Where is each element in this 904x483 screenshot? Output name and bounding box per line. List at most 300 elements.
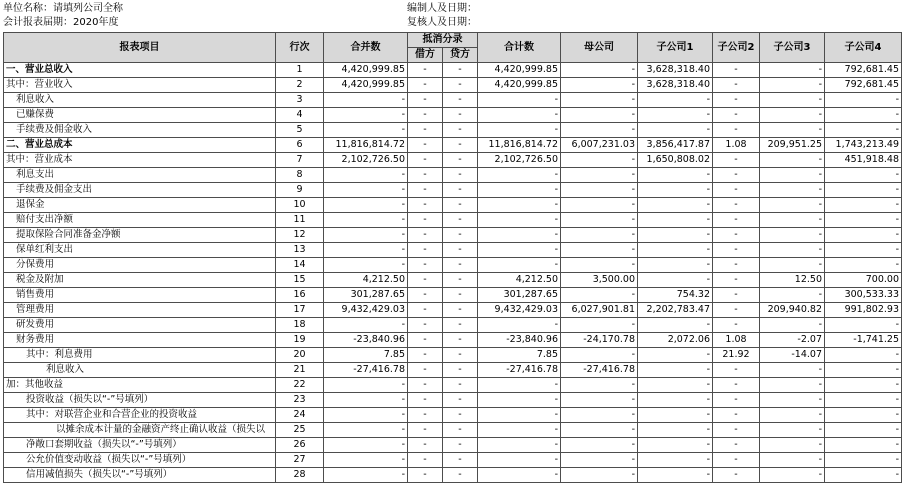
cell-line[interactable]: 9 xyxy=(276,183,324,198)
cell-sub3[interactable]: - xyxy=(760,93,825,108)
cell-sub1[interactable]: - xyxy=(638,438,713,453)
cell-sub1[interactable]: 2,202,783.47 xyxy=(638,303,713,318)
cell-consolidated[interactable]: - xyxy=(324,228,408,243)
cell-credit[interactable]: - xyxy=(443,228,478,243)
cell-sub3[interactable]: - xyxy=(760,468,825,483)
cell-sub3[interactable]: - xyxy=(760,228,825,243)
cell-sub4[interactable]: 451,918.48 xyxy=(825,153,902,168)
cell-item[interactable]: 手续费及佣金收入 xyxy=(4,123,276,138)
cell-sub4[interactable]: - xyxy=(825,423,902,438)
cell-item[interactable]: 税金及附加 xyxy=(4,273,276,288)
cell-credit[interactable]: - xyxy=(443,363,478,378)
cell-debit[interactable]: - xyxy=(408,333,443,348)
cell-consolidated[interactable]: 7.85 xyxy=(324,348,408,363)
cell-line[interactable]: 20 xyxy=(276,348,324,363)
cell-item[interactable]: 其中：营业成本 xyxy=(4,153,276,168)
cell-line[interactable]: 4 xyxy=(276,108,324,123)
cell-consolidated[interactable]: - xyxy=(324,183,408,198)
cell-sub3[interactable]: - xyxy=(760,198,825,213)
cell-sub3[interactable]: - xyxy=(760,123,825,138)
cell-debit[interactable]: - xyxy=(408,273,443,288)
cell-total[interactable]: 4,420,999.85 xyxy=(478,63,561,78)
cell-sub2[interactable]: - xyxy=(713,108,760,123)
cell-consolidated[interactable]: - xyxy=(324,318,408,333)
cell-parent[interactable]: - xyxy=(561,288,638,303)
cell-credit[interactable]: - xyxy=(443,393,478,408)
cell-debit[interactable]: - xyxy=(408,468,443,483)
cell-line[interactable]: 16 xyxy=(276,288,324,303)
cell-parent[interactable]: - xyxy=(561,78,638,93)
cell-line[interactable]: 21 xyxy=(276,363,324,378)
cell-sub4[interactable]: - xyxy=(825,378,902,393)
cell-item[interactable]: 加：其他收益 xyxy=(4,378,276,393)
cell-sub4[interactable]: - xyxy=(825,258,902,273)
cell-debit[interactable]: - xyxy=(408,153,443,168)
cell-sub2[interactable]: - xyxy=(713,453,760,468)
cell-parent[interactable]: - xyxy=(561,228,638,243)
cell-sub4[interactable]: 300,533.33 xyxy=(825,288,902,303)
cell-credit[interactable]: - xyxy=(443,423,478,438)
cell-debit[interactable]: - xyxy=(408,93,443,108)
cell-sub2[interactable]: - xyxy=(713,363,760,378)
cell-sub2[interactable]: - xyxy=(713,438,760,453)
cell-sub1[interactable]: - xyxy=(638,348,713,363)
cell-sub3[interactable]: - xyxy=(760,408,825,423)
cell-parent[interactable]: - xyxy=(561,348,638,363)
cell-total[interactable]: 11,816,814.72 xyxy=(478,138,561,153)
cell-sub2[interactable]: - xyxy=(713,213,760,228)
cell-sub1[interactable]: - xyxy=(638,318,713,333)
cell-credit[interactable]: - xyxy=(443,108,478,123)
cell-sub4[interactable]: - xyxy=(825,468,902,483)
cell-parent[interactable]: - xyxy=(561,198,638,213)
cell-credit[interactable]: - xyxy=(443,333,478,348)
cell-sub3[interactable]: - xyxy=(760,258,825,273)
cell-parent[interactable]: - xyxy=(561,468,638,483)
cell-item[interactable]: 其中：利息费用 xyxy=(4,348,276,363)
cell-sub2[interactable]: - xyxy=(713,228,760,243)
cell-total[interactable]: -27,416.78 xyxy=(478,363,561,378)
cell-credit[interactable]: - xyxy=(443,78,478,93)
cell-credit[interactable]: - xyxy=(443,123,478,138)
cell-sub3[interactable]: - xyxy=(760,393,825,408)
cell-sub3[interactable]: 12.50 xyxy=(760,273,825,288)
cell-sub4[interactable]: - xyxy=(825,393,902,408)
cell-consolidated[interactable]: 301,287.65 xyxy=(324,288,408,303)
cell-sub1[interactable]: 3,628,318.40 xyxy=(638,63,713,78)
cell-debit[interactable]: - xyxy=(408,183,443,198)
cell-parent[interactable]: - xyxy=(561,108,638,123)
cell-sub3[interactable]: - xyxy=(760,363,825,378)
cell-sub4[interactable]: - xyxy=(825,198,902,213)
cell-line[interactable]: 19 xyxy=(276,333,324,348)
cell-sub2[interactable]: 21.92 xyxy=(713,348,760,363)
cell-line[interactable]: 28 xyxy=(276,468,324,483)
cell-item[interactable]: 一、营业总收入 xyxy=(4,63,276,78)
cell-line[interactable]: 14 xyxy=(276,258,324,273)
cell-sub1[interactable]: - xyxy=(638,468,713,483)
cell-parent[interactable]: - xyxy=(561,393,638,408)
cell-line[interactable]: 1 xyxy=(276,63,324,78)
cell-item[interactable]: 其中：对联营企业和合营企业的投资收益 xyxy=(4,408,276,423)
cell-sub4[interactable]: - xyxy=(825,438,902,453)
cell-total[interactable]: - xyxy=(478,438,561,453)
cell-credit[interactable]: - xyxy=(443,258,478,273)
cell-parent[interactable]: - xyxy=(561,318,638,333)
cell-consolidated[interactable]: - xyxy=(324,168,408,183)
cell-total[interactable]: 7.85 xyxy=(478,348,561,363)
cell-total[interactable]: - xyxy=(478,198,561,213)
cell-parent[interactable]: - xyxy=(561,93,638,108)
cell-sub3[interactable]: - xyxy=(760,168,825,183)
cell-sub1[interactable]: - xyxy=(638,393,713,408)
cell-item[interactable]: 保单红利支出 xyxy=(4,243,276,258)
cell-total[interactable]: 4,420,999.85 xyxy=(478,78,561,93)
cell-total[interactable]: 9,432,429.03 xyxy=(478,303,561,318)
cell-debit[interactable]: - xyxy=(408,63,443,78)
cell-credit[interactable]: - xyxy=(443,453,478,468)
cell-credit[interactable]: - xyxy=(443,273,478,288)
cell-parent[interactable]: - xyxy=(561,183,638,198)
cell-sub2[interactable]: - xyxy=(713,123,760,138)
cell-consolidated[interactable]: - xyxy=(324,378,408,393)
cell-credit[interactable]: - xyxy=(443,63,478,78)
cell-parent[interactable]: - xyxy=(561,453,638,468)
cell-sub4[interactable]: - xyxy=(825,228,902,243)
cell-sub2[interactable]: - xyxy=(713,153,760,168)
cell-total[interactable]: - xyxy=(478,243,561,258)
cell-consolidated[interactable]: 4,212.50 xyxy=(324,273,408,288)
cell-sub1[interactable]: - xyxy=(638,168,713,183)
cell-item[interactable]: 信用减值损失（损失以“-”号填列） xyxy=(4,468,276,483)
cell-sub1[interactable]: - xyxy=(638,453,713,468)
cell-sub4[interactable]: -1,741.25 xyxy=(825,333,902,348)
cell-sub1[interactable]: - xyxy=(638,123,713,138)
cell-line[interactable]: 8 xyxy=(276,168,324,183)
cell-parent[interactable]: -27,416.78 xyxy=(561,363,638,378)
cell-total[interactable]: - xyxy=(478,168,561,183)
cell-item[interactable]: 销售费用 xyxy=(4,288,276,303)
cell-sub4[interactable]: - xyxy=(825,348,902,363)
cell-item[interactable]: 已赚保费 xyxy=(4,108,276,123)
cell-credit[interactable]: - xyxy=(443,183,478,198)
cell-item[interactable]: 赔付支出净额 xyxy=(4,213,276,228)
cell-parent[interactable]: - xyxy=(561,408,638,423)
cell-sub2[interactable]: - xyxy=(713,168,760,183)
cell-total[interactable]: - xyxy=(478,213,561,228)
cell-sub3[interactable]: - xyxy=(760,78,825,93)
cell-total[interactable]: - xyxy=(478,93,561,108)
cell-consolidated[interactable]: - xyxy=(324,453,408,468)
cell-line[interactable]: 26 xyxy=(276,438,324,453)
cell-sub3[interactable]: - xyxy=(760,288,825,303)
cell-sub2[interactable]: - xyxy=(713,288,760,303)
cell-consolidated[interactable]: - xyxy=(324,438,408,453)
cell-consolidated[interactable]: - xyxy=(324,423,408,438)
cell-debit[interactable]: - xyxy=(408,108,443,123)
cell-total[interactable]: - xyxy=(478,258,561,273)
cell-sub4[interactable]: - xyxy=(825,318,902,333)
cell-item[interactable]: 利息支出 xyxy=(4,168,276,183)
cell-sub1[interactable]: - xyxy=(638,108,713,123)
cell-sub2[interactable]: - xyxy=(713,468,760,483)
cell-consolidated[interactable]: - xyxy=(324,93,408,108)
cell-sub1[interactable]: 1,650,808.02 xyxy=(638,153,713,168)
cell-credit[interactable]: - xyxy=(443,378,478,393)
cell-sub2[interactable]: - xyxy=(713,243,760,258)
cell-debit[interactable]: - xyxy=(408,198,443,213)
cell-consolidated[interactable]: 11,816,814.72 xyxy=(324,138,408,153)
cell-sub1[interactable]: - xyxy=(638,258,713,273)
cell-credit[interactable]: - xyxy=(443,318,478,333)
cell-credit[interactable]: - xyxy=(443,243,478,258)
cell-total[interactable]: -23,840.96 xyxy=(478,333,561,348)
cell-sub3[interactable]: 209,951.25 xyxy=(760,138,825,153)
cell-sub2[interactable]: - xyxy=(713,273,760,288)
cell-line[interactable]: 10 xyxy=(276,198,324,213)
cell-consolidated[interactable]: - xyxy=(324,213,408,228)
cell-credit[interactable]: - xyxy=(443,198,478,213)
cell-line[interactable]: 27 xyxy=(276,453,324,468)
cell-debit[interactable]: - xyxy=(408,78,443,93)
cell-sub2[interactable]: - xyxy=(713,78,760,93)
cell-sub4[interactable]: - xyxy=(825,243,902,258)
cell-debit[interactable]: - xyxy=(408,453,443,468)
cell-sub2[interactable]: - xyxy=(713,378,760,393)
cell-sub2[interactable]: - xyxy=(713,423,760,438)
cell-parent[interactable]: - xyxy=(561,213,638,228)
cell-sub4[interactable]: - xyxy=(825,123,902,138)
cell-parent[interactable]: - xyxy=(561,153,638,168)
cell-sub1[interactable]: - xyxy=(638,408,713,423)
cell-item[interactable]: 管理费用 xyxy=(4,303,276,318)
cell-parent[interactable]: - xyxy=(561,243,638,258)
cell-total[interactable]: - xyxy=(478,378,561,393)
cell-debit[interactable]: - xyxy=(408,438,443,453)
cell-sub1[interactable]: 2,072.06 xyxy=(638,333,713,348)
cell-sub4[interactable]: - xyxy=(825,213,902,228)
cell-sub3[interactable]: - xyxy=(760,63,825,78)
cell-sub1[interactable]: - xyxy=(638,243,713,258)
cell-sub2[interactable]: - xyxy=(713,183,760,198)
cell-line[interactable]: 22 xyxy=(276,378,324,393)
cell-sub1[interactable]: 754.32 xyxy=(638,288,713,303)
cell-credit[interactable]: - xyxy=(443,168,478,183)
cell-sub2[interactable]: - xyxy=(713,393,760,408)
cell-total[interactable]: 301,287.65 xyxy=(478,288,561,303)
cell-consolidated[interactable]: - xyxy=(324,393,408,408)
cell-sub2[interactable]: - xyxy=(713,198,760,213)
cell-credit[interactable]: - xyxy=(443,93,478,108)
cell-sub2[interactable]: - xyxy=(713,303,760,318)
cell-sub2[interactable]: - xyxy=(713,63,760,78)
cell-consolidated[interactable]: -23,840.96 xyxy=(324,333,408,348)
cell-item[interactable]: 二、营业总成本 xyxy=(4,138,276,153)
cell-sub4[interactable]: 700.00 xyxy=(825,273,902,288)
cell-item[interactable]: 利息收入 xyxy=(4,93,276,108)
cell-line[interactable]: 5 xyxy=(276,123,324,138)
cell-consolidated[interactable]: - xyxy=(324,408,408,423)
cell-item[interactable]: 净敞口套期收益（损失以“-”号填列） xyxy=(4,438,276,453)
cell-credit[interactable]: - xyxy=(443,468,478,483)
cell-sub1[interactable]: - xyxy=(638,93,713,108)
cell-consolidated[interactable]: - xyxy=(324,258,408,273)
cell-sub4[interactable]: - xyxy=(825,453,902,468)
cell-parent[interactable]: 6,007,231.03 xyxy=(561,138,638,153)
cell-sub3[interactable]: - xyxy=(760,213,825,228)
cell-sub2[interactable]: 1.08 xyxy=(713,333,760,348)
cell-item[interactable]: 手续费及佣金支出 xyxy=(4,183,276,198)
cell-parent[interactable]: -24,170.78 xyxy=(561,333,638,348)
cell-sub4[interactable]: 792,681.45 xyxy=(825,78,902,93)
cell-sub3[interactable]: - xyxy=(760,378,825,393)
cell-total[interactable]: - xyxy=(478,123,561,138)
cell-item[interactable]: 投资收益（损失以“-”号填列） xyxy=(4,393,276,408)
cell-line[interactable]: 6 xyxy=(276,138,324,153)
cell-debit[interactable]: - xyxy=(408,348,443,363)
cell-credit[interactable]: - xyxy=(443,348,478,363)
cell-sub4[interactable]: - xyxy=(825,168,902,183)
cell-total[interactable]: - xyxy=(478,318,561,333)
cell-sub1[interactable]: - xyxy=(638,378,713,393)
cell-total[interactable]: - xyxy=(478,393,561,408)
cell-sub4[interactable]: - xyxy=(825,93,902,108)
cell-sub1[interactable]: - xyxy=(638,273,713,288)
cell-line[interactable]: 24 xyxy=(276,408,324,423)
cell-line[interactable]: 17 xyxy=(276,303,324,318)
cell-consolidated[interactable]: 4,420,999.85 xyxy=(324,78,408,93)
cell-credit[interactable]: - xyxy=(443,408,478,423)
cell-consolidated[interactable]: - xyxy=(324,198,408,213)
cell-sub3[interactable]: - xyxy=(760,243,825,258)
cell-credit[interactable]: - xyxy=(443,213,478,228)
cell-sub3[interactable]: - xyxy=(760,108,825,123)
cell-parent[interactable]: - xyxy=(561,123,638,138)
cell-sub4[interactable]: 1,743,213.49 xyxy=(825,138,902,153)
cell-sub3[interactable]: - xyxy=(760,153,825,168)
cell-consolidated[interactable]: - xyxy=(324,123,408,138)
cell-sub4[interactable]: - xyxy=(825,363,902,378)
cell-consolidated[interactable]: - xyxy=(324,243,408,258)
cell-sub4[interactable]: - xyxy=(825,408,902,423)
cell-item[interactable]: 利息收入 xyxy=(4,363,276,378)
cell-parent[interactable]: - xyxy=(561,63,638,78)
cell-consolidated[interactable]: 9,432,429.03 xyxy=(324,303,408,318)
cell-credit[interactable]: - xyxy=(443,138,478,153)
cell-sub2[interactable]: 1.08 xyxy=(713,138,760,153)
cell-total[interactable]: - xyxy=(478,423,561,438)
cell-total[interactable]: 4,212.50 xyxy=(478,273,561,288)
cell-parent[interactable]: - xyxy=(561,378,638,393)
cell-item[interactable]: 提取保险合同准备金净额 xyxy=(4,228,276,243)
cell-sub3[interactable]: - xyxy=(760,453,825,468)
cell-line[interactable]: 25 xyxy=(276,423,324,438)
cell-item[interactable]: 其中：营业收入 xyxy=(4,78,276,93)
cell-parent[interactable]: - xyxy=(561,438,638,453)
cell-sub2[interactable]: - xyxy=(713,318,760,333)
cell-sub1[interactable]: - xyxy=(638,423,713,438)
cell-line[interactable]: 13 xyxy=(276,243,324,258)
cell-total[interactable]: - xyxy=(478,408,561,423)
cell-sub1[interactable]: - xyxy=(638,198,713,213)
cell-item[interactable]: 公允价值变动收益（损失以“-”号填列） xyxy=(4,453,276,468)
cell-total[interactable]: - xyxy=(478,108,561,123)
cell-total[interactable]: - xyxy=(478,228,561,243)
cell-sub3[interactable]: - xyxy=(760,423,825,438)
cell-total[interactable]: 2,102,726.50 xyxy=(478,153,561,168)
cell-debit[interactable]: - xyxy=(408,378,443,393)
cell-line[interactable]: 2 xyxy=(276,78,324,93)
cell-debit[interactable]: - xyxy=(408,213,443,228)
cell-line[interactable]: 3 xyxy=(276,93,324,108)
cell-total[interactable]: - xyxy=(478,453,561,468)
cell-line[interactable]: 7 xyxy=(276,153,324,168)
cell-consolidated[interactable]: 4,420,999.85 xyxy=(324,63,408,78)
cell-parent[interactable]: - xyxy=(561,168,638,183)
cell-parent[interactable]: 6,027,901.81 xyxy=(561,303,638,318)
cell-debit[interactable]: - xyxy=(408,258,443,273)
cell-credit[interactable]: - xyxy=(443,303,478,318)
cell-parent[interactable]: 3,500.00 xyxy=(561,273,638,288)
cell-sub3[interactable]: - xyxy=(760,438,825,453)
cell-consolidated[interactable]: 2,102,726.50 xyxy=(324,153,408,168)
cell-debit[interactable]: - xyxy=(408,228,443,243)
cell-line[interactable]: 12 xyxy=(276,228,324,243)
cell-line[interactable]: 18 xyxy=(276,318,324,333)
cell-sub3[interactable]: 209,940.82 xyxy=(760,303,825,318)
cell-item[interactable]: 退保金 xyxy=(4,198,276,213)
cell-line[interactable]: 11 xyxy=(276,213,324,228)
cell-item[interactable]: 财务费用 xyxy=(4,333,276,348)
cell-debit[interactable]: - xyxy=(408,138,443,153)
cell-sub1[interactable]: - xyxy=(638,228,713,243)
cell-credit[interactable]: - xyxy=(443,438,478,453)
cell-sub2[interactable]: - xyxy=(713,258,760,273)
cell-sub1[interactable]: 3,628,318.40 xyxy=(638,78,713,93)
cell-debit[interactable]: - xyxy=(408,303,443,318)
cell-line[interactable]: 15 xyxy=(276,273,324,288)
cell-item[interactable]: 分保费用 xyxy=(4,258,276,273)
cell-sub1[interactable]: - xyxy=(638,213,713,228)
cell-item[interactable]: 以摊余成本计量的金融资产终止确认收益（损失以 xyxy=(4,423,276,438)
cell-debit[interactable]: - xyxy=(408,243,443,258)
cell-debit[interactable]: - xyxy=(408,168,443,183)
cell-sub3[interactable]: - xyxy=(760,318,825,333)
cell-consolidated[interactable]: -27,416.78 xyxy=(324,363,408,378)
cell-total[interactable]: - xyxy=(478,183,561,198)
cell-debit[interactable]: - xyxy=(408,363,443,378)
cell-debit[interactable]: - xyxy=(408,423,443,438)
cell-debit[interactable]: - xyxy=(408,123,443,138)
cell-sub1[interactable]: - xyxy=(638,183,713,198)
cell-total[interactable]: - xyxy=(478,468,561,483)
cell-credit[interactable]: - xyxy=(443,153,478,168)
cell-parent[interactable]: - xyxy=(561,258,638,273)
cell-sub4[interactable]: - xyxy=(825,183,902,198)
cell-sub4[interactable]: 991,802.93 xyxy=(825,303,902,318)
cell-consolidated[interactable]: - xyxy=(324,468,408,483)
cell-sub1[interactable]: - xyxy=(638,363,713,378)
cell-debit[interactable]: - xyxy=(408,408,443,423)
cell-sub2[interactable]: - xyxy=(713,408,760,423)
cell-credit[interactable]: - xyxy=(443,288,478,303)
cell-consolidated[interactable]: - xyxy=(324,108,408,123)
cell-sub2[interactable]: - xyxy=(713,93,760,108)
cell-sub3[interactable]: - xyxy=(760,183,825,198)
cell-line[interactable]: 23 xyxy=(276,393,324,408)
cell-sub4[interactable]: 792,681.45 xyxy=(825,63,902,78)
cell-debit[interactable]: - xyxy=(408,288,443,303)
